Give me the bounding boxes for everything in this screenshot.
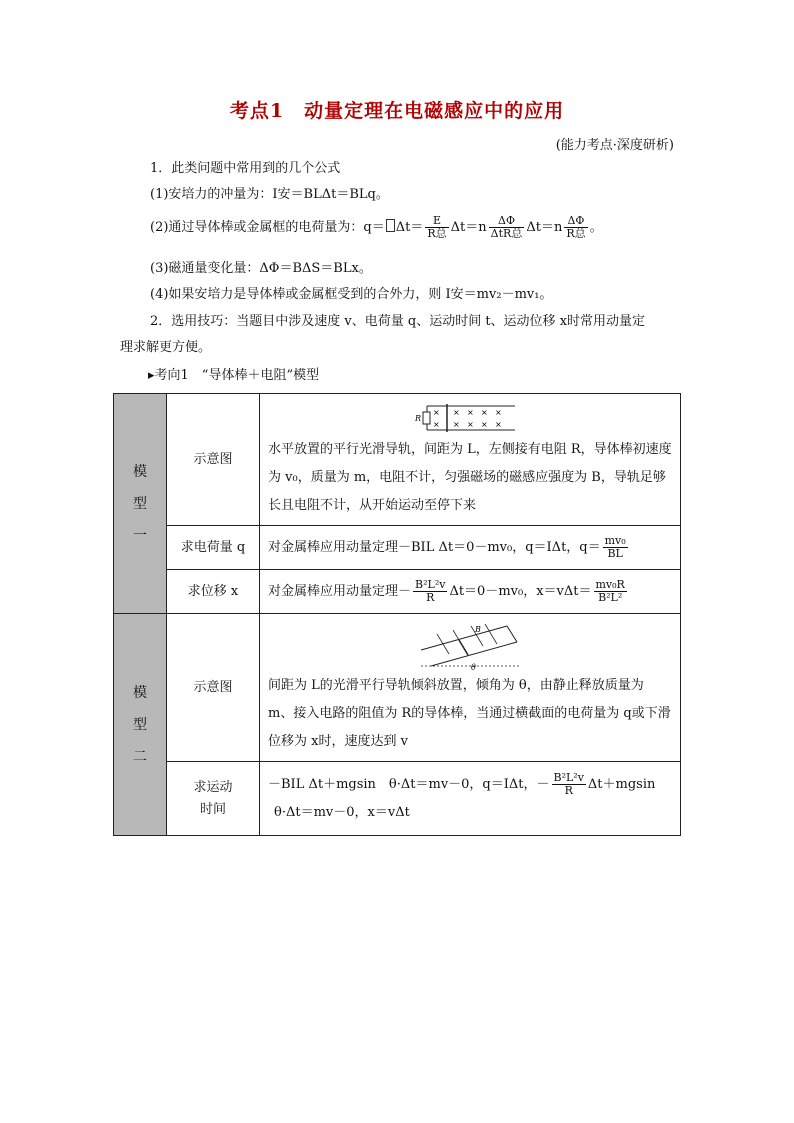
model-2-diagram-cell — [260, 614, 681, 762]
fraction-denominator: R — [564, 783, 573, 797]
section-heading-1: 1．此类问题中常用到的几个公式 — [150, 161, 341, 176]
formula-1: (1)安培力的冲量为：I安＝BLΔt＝BLq。 — [150, 187, 389, 202]
model-1-charge-cell — [260, 526, 681, 570]
model-1-charge-label: 求电荷量 q — [167, 526, 260, 570]
fraction-emf — [425, 215, 448, 240]
fraction-force — [413, 579, 447, 604]
fraction-denominator: B²L² — [598, 590, 623, 604]
displacement-text-a: 对金属棒应用动量定理－ — [268, 583, 412, 599]
field-arrows — [437, 624, 497, 654]
fraction-denominator: ΔtR总 — [490, 227, 523, 240]
fraction-numerator: mv₀R — [595, 577, 625, 591]
model-2-time-label — [167, 762, 260, 836]
formula-3: (3)磁通量变化量：ΔΦ＝BΔS＝BLx。 — [150, 261, 372, 276]
svg-text:×: × — [453, 407, 460, 417]
model-label-char: 型 — [133, 495, 147, 512]
svg-text:×: × — [467, 407, 474, 417]
model-label-char: 二 — [133, 748, 147, 765]
model-2-diagram-label: 示意图 — [167, 614, 260, 762]
resistor-label: R — [415, 413, 422, 423]
fraction-charge — [603, 535, 628, 560]
fraction-force-2 — [552, 772, 586, 797]
category-tag: (能力考点·深度研析) — [555, 138, 674, 153]
formula-4: (4)如果安培力是导体棒或金属框受到的合外力，则 I安＝mv₂－mv₁。 — [150, 287, 553, 302]
fraction-numerator: ΔΦ — [489, 215, 525, 228]
svg-text:×: × — [433, 407, 440, 417]
sub-heading: ▸考向1 “导体棒＋电阻”模型 — [148, 368, 320, 383]
fraction-numerator: B²L²v — [415, 577, 446, 591]
page-title: 考点1 动量定理在电磁感应中的应用 — [229, 100, 565, 122]
model-1-diagram-label: 示意图 — [167, 394, 260, 526]
fraction-flux-rate — [489, 215, 525, 240]
fraction-numerator: B²L²v — [553, 770, 584, 784]
svg-text:×: × — [495, 407, 502, 417]
horizontal-rail-diagram — [415, 400, 525, 436]
formula-2 — [150, 215, 603, 240]
model-1-displacement-label: 求位移 x — [167, 570, 260, 614]
svg-text:×: × — [495, 419, 502, 429]
model-label-char: 一 — [133, 527, 147, 544]
model-2-description: 间距为 L的光滑平行导轨倾斜放置，倾角为 θ，由静止释放质量为 m、接入电路的阻值为 R的导体棒，当通过横截面的电荷量为 q或下滑位移为 x时，速度达到 v — [268, 677, 671, 749]
model-2-time-cell — [260, 762, 681, 836]
fraction-numerator: ΔΦ — [564, 215, 587, 228]
fraction-denominator: R — [426, 590, 435, 604]
model-1-description: 水平放置的平行光滑导轨，间距为 L，左侧接有电阻 R，导体棒初速度为 v₀，质量为 m，电阻不计，匀强磁场的磁感应强度为 B，导轨足够长且电阻不计，从开始运动至停下来 — [268, 441, 672, 513]
svg-text:×: × — [481, 419, 488, 429]
section-heading-2-cont: 理求解更方便。 — [120, 340, 212, 355]
svg-text:×: × — [453, 419, 460, 429]
section-heading-2: 2．选用技巧：当题目中涉及速度 v、电荷量 q、运动时间 t、运动位移 x时常用动量定 — [150, 314, 646, 329]
time-text-b: Δt＋mgsin — [587, 776, 656, 792]
angle-label: θ — [471, 662, 476, 672]
fraction-numerator: mv₀ — [604, 533, 626, 547]
displacement-text-b: Δt＝0－mv₀，x＝vΔt＝ — [449, 583, 592, 599]
current-bar-symbol — [386, 219, 395, 232]
svg-text:×: × — [467, 419, 474, 429]
model-1-displacement-cell — [260, 570, 681, 614]
fraction-displacement — [594, 579, 627, 604]
field-label: B — [475, 624, 481, 634]
model-label-char: 模 — [133, 463, 147, 480]
time-label-line-2: 时间 — [199, 801, 226, 817]
fraction-denominator: R总 — [566, 227, 586, 240]
model-2-label — [114, 614, 167, 836]
formula-2-c: Δt＝n — [526, 220, 563, 235]
formula-2-b: Δt＝n — [450, 220, 487, 235]
model-1-label — [114, 394, 167, 614]
formula-2-end: 。 — [589, 220, 603, 235]
svg-text:×: × — [433, 419, 440, 429]
model-label-char: 型 — [133, 716, 147, 733]
time-text-a: －BIL Δt＋mgsin θ·Δt＝mv－0，q＝IΔt，－ — [268, 776, 550, 792]
model-table — [113, 393, 681, 836]
fraction-flux — [564, 215, 587, 240]
model-label-char: 模 — [133, 684, 147, 701]
fraction-numerator: E — [425, 215, 448, 228]
inclined-rail-diagram — [415, 620, 525, 672]
formula-2-a: Δt＝ — [395, 220, 424, 235]
charge-text: 对金属棒应用动量定理－BIL Δt＝0－mv₀，q＝IΔt，q＝ — [268, 539, 601, 555]
fraction-denominator: R总 — [427, 227, 447, 240]
time-text-c: θ·Δt＝mv－0，x＝vΔt — [274, 804, 410, 820]
fraction-denominator: BL — [607, 546, 623, 560]
time-label-line-1: 求运动 — [193, 779, 233, 795]
formula-2-prefix: (2)通过导体棒或金属框的电荷量为：q＝ — [150, 220, 385, 235]
svg-text:×: × — [481, 407, 488, 417]
model-1-diagram-cell — [260, 394, 681, 526]
magnetic-field-marks — [433, 408, 502, 429]
